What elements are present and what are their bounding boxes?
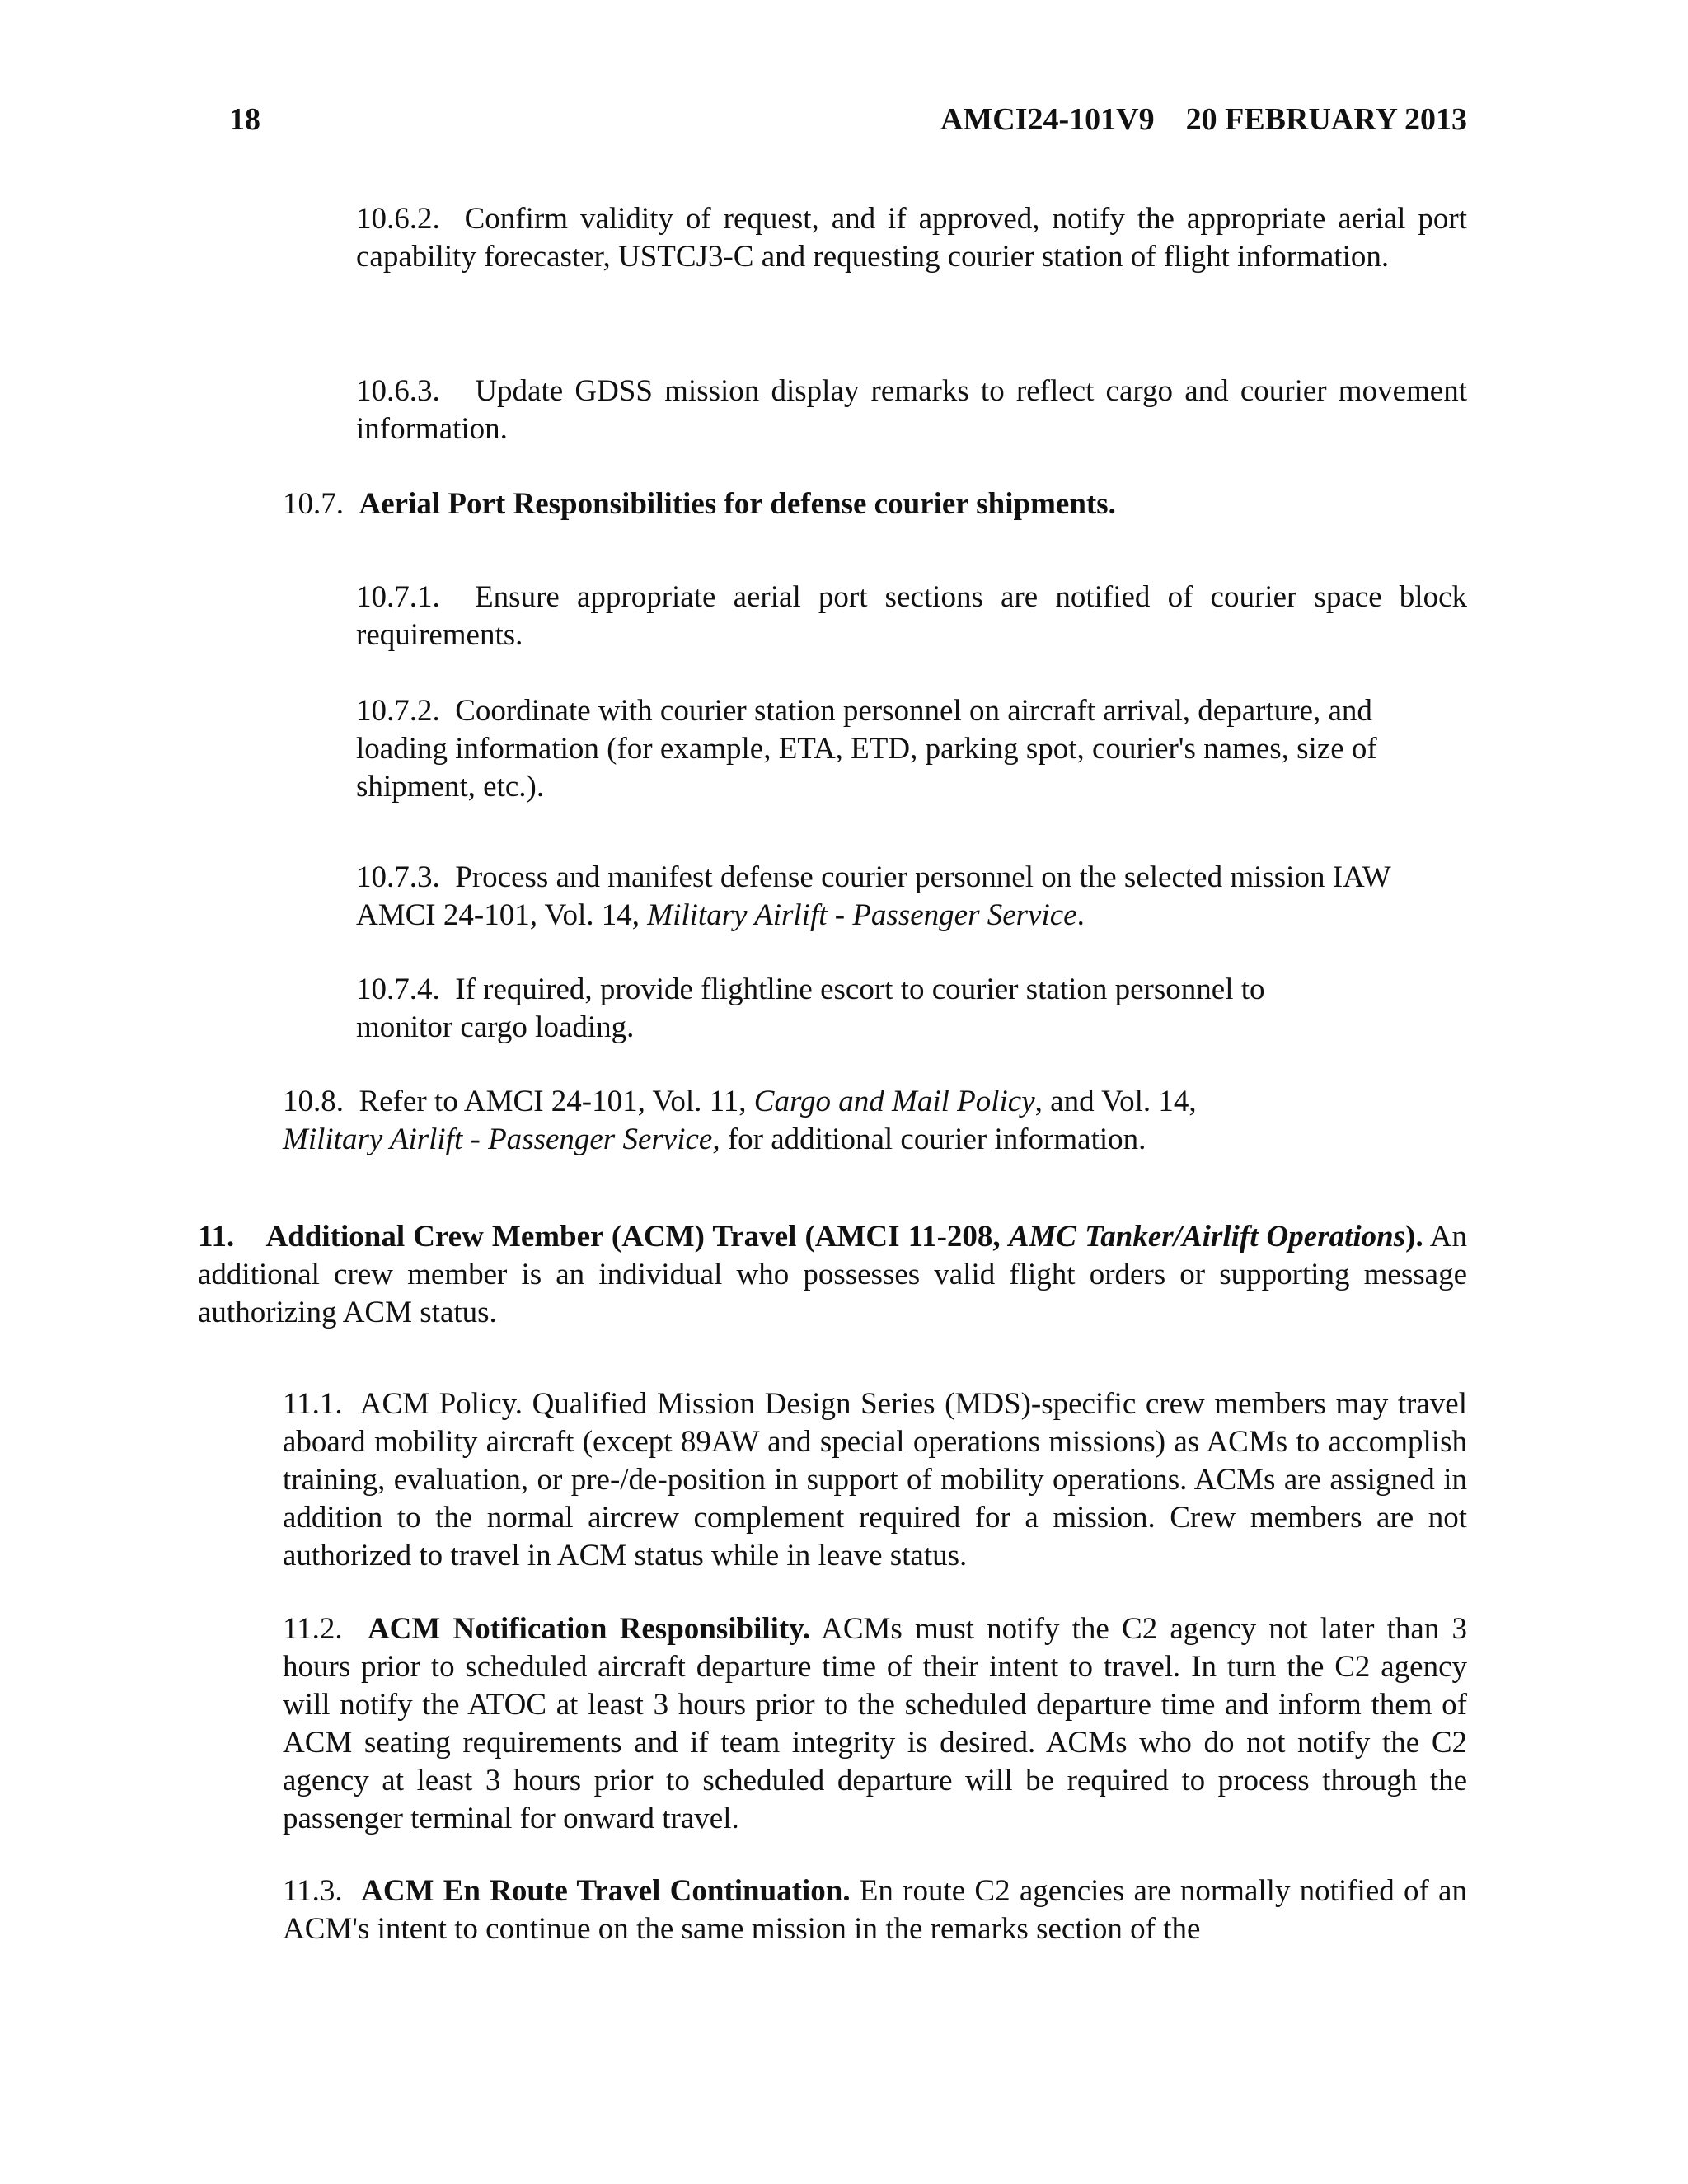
paragraph-number: 10.7.4. bbox=[356, 972, 456, 1006]
document-identifier: AMCI24-101V9 20 FEBRUARY 2013 bbox=[940, 102, 1467, 137]
paragraph-number: 10.6.3. bbox=[356, 374, 476, 408]
paragraph-11-2 bbox=[283, 1610, 1467, 1838]
paragraph-11-1 bbox=[283, 1385, 1467, 1575]
paragraph-number: 11.2. bbox=[283, 1612, 368, 1646]
paragraph-number: 11.3. bbox=[283, 1874, 362, 1908]
paragraph-number: 10.6.2. bbox=[356, 202, 465, 236]
referenced-publication-title: AMC Tanker/Airlift Operations bbox=[1008, 1220, 1406, 1254]
paragraph-text: Qualified Mission Design Series (MDS)-specific crew members may travel aboard mobility aircraft (except 89AW and special operations missions) as ACMs to accomplish training, evaluation, or pre-/de-position in support of mobility operations. ACMs are assigned in addition to the normal aircrew complement required for a mission. Crew members are not authorized to travel in ACM status while in leave status. bbox=[283, 1387, 1467, 1572]
paragraph-10-7-4 bbox=[356, 971, 1467, 1047]
paragraph-text: Update GDSS mission display remarks to reflect cargo and courier movement information. bbox=[356, 374, 1467, 446]
paragraph-text-line-1: If required, provide flightline escort to courier station personnel to bbox=[455, 972, 1265, 1006]
paragraph-text: for additional courier information. bbox=[720, 1122, 1146, 1156]
paragraph-10-6-3 bbox=[356, 373, 1467, 448]
section-heading: Additional Crew Member (ACM) Travel (AMCI 11-208, bbox=[265, 1220, 1009, 1254]
section-number: 11. bbox=[198, 1220, 266, 1254]
paragraph-text: Refer to AMCI 24-101, Vol. 11, bbox=[359, 1085, 754, 1118]
paragraph-heading: ACM En Route Travel Continuation. bbox=[361, 1874, 851, 1908]
paragraph-number: 10.8. bbox=[283, 1085, 359, 1118]
paragraph-10-7 bbox=[283, 485, 1467, 523]
referenced-publication-title: Cargo and Mail Policy bbox=[753, 1085, 1035, 1118]
paragraph-number: 10.7. bbox=[283, 487, 359, 521]
paragraph-text: Coordinate with courier station personnel on aircraft arrival, departure, and loading information (for example, ETA, ETD, parking spot, courier's names, size of shipment, etc.). bbox=[356, 694, 1377, 804]
paragraph-text-line-2: monitor cargo loading. bbox=[356, 1010, 635, 1044]
paragraph-text: Process and manifest defense courier personnel on the selected mission IAW AMCI 24-101, Vol. 14, bbox=[356, 860, 1391, 932]
paragraph-number: 11.1. bbox=[283, 1387, 360, 1421]
paragraph-10-8 bbox=[283, 1083, 1467, 1159]
paragraph-heading: ACM Notification Responsibility. bbox=[367, 1612, 810, 1646]
section-text: An additional crew member is an individual who possesses valid flight orders or supporting message authorizing ACM status. bbox=[198, 1220, 1467, 1329]
paragraph-10-7-2 bbox=[356, 692, 1467, 806]
referenced-publication-title: Military Airlift - Passenger Service, bbox=[283, 1122, 720, 1156]
paragraph-number: 10.7.1. bbox=[356, 580, 476, 614]
paragraph-10-7-1 bbox=[356, 579, 1467, 654]
paragraph-10-6-2 bbox=[356, 200, 1467, 276]
paragraph-text-end: . bbox=[1076, 898, 1085, 932]
section-heading-close: ). bbox=[1405, 1220, 1423, 1254]
paragraph-text: Confirm validity of request, and if approved, notify the appropriate aerial port capability forecaster, USTCJ3-C and requesting courier station of flight information. bbox=[356, 202, 1467, 274]
paragraph-label: ACM Policy. bbox=[359, 1387, 523, 1421]
page-number: 18 bbox=[229, 102, 260, 137]
paragraph-text: ACMs must notify the C2 agency not later than 3 hours prior to scheduled aircraft departure time of their intent to travel. In turn the C2 agency will notify the ATOC at least 3 hours prior to the scheduled departure time and inform them of ACM seating requirements and if team integrity is desired. ACMs who do not notify the C2 agency at least 3 hours prior to scheduled departure will be required to process through the passenger terminal for onward travel. bbox=[283, 1612, 1467, 1835]
section-11 bbox=[198, 1218, 1467, 1332]
paragraph-number: 10.7.3. bbox=[356, 860, 456, 894]
paragraph-heading: Aerial Port Responsibilities for defense courier shipments. bbox=[359, 487, 1116, 521]
paragraph-number: 10.7.2. bbox=[356, 694, 456, 728]
page-header bbox=[229, 99, 1467, 140]
paragraph-11-3 bbox=[283, 1872, 1467, 1948]
referenced-publication-title: Military Airlift - Passenger Service bbox=[647, 898, 1077, 932]
paragraph-text: , and Vol. 14, bbox=[1034, 1085, 1197, 1118]
paragraph-text: En route C2 agencies are normally notified of an ACM's intent to continue on the same mission in the remarks section of the bbox=[283, 1874, 1467, 1946]
paragraph-text: Ensure appropriate aerial port sections are notified of courier space block requirements. bbox=[356, 580, 1467, 652]
paragraph-10-7-3 bbox=[356, 859, 1467, 935]
